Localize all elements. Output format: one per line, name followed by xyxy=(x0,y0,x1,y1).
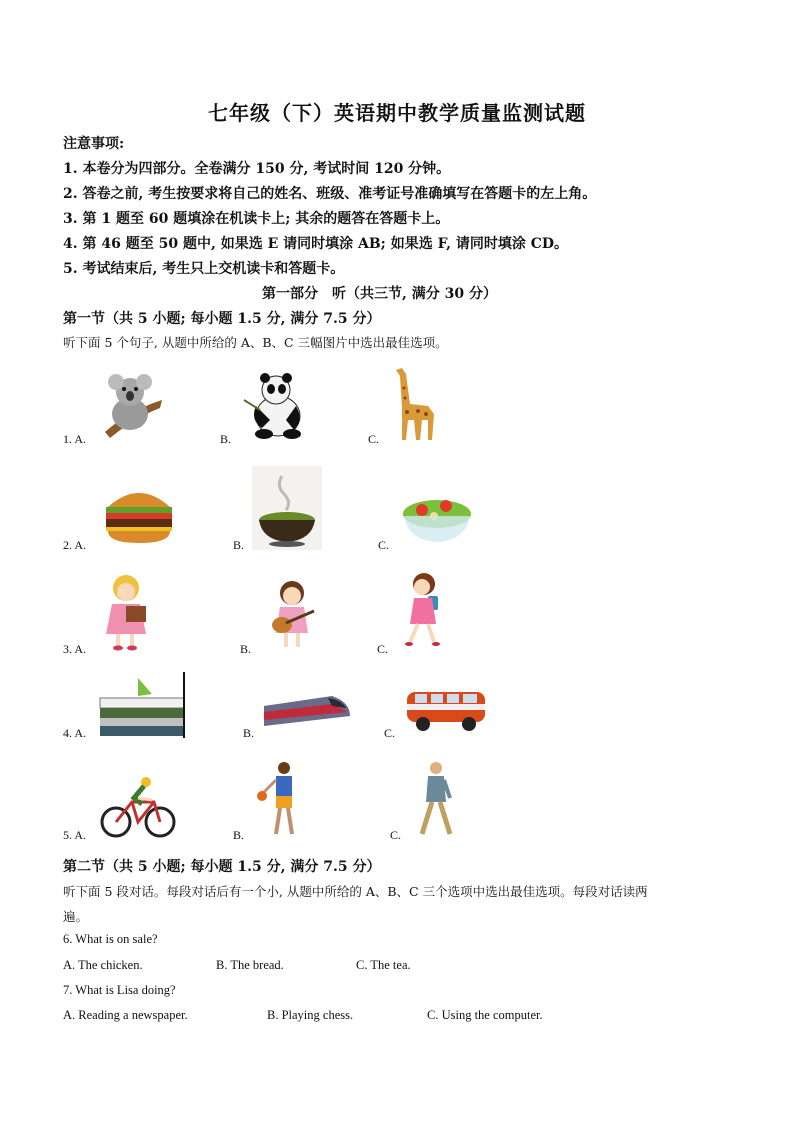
notice-item: 4. 第 46 题至 50 题中, 如果选 E 请同时填涂 AB; 如果选 F, 请同时填涂 CD。 xyxy=(63,236,569,252)
option-label: 1. A. xyxy=(63,432,87,446)
option-label: C. xyxy=(377,642,389,656)
question-text: 6. What is on sale? xyxy=(63,932,158,946)
section2-instruction-cont: 遍。 xyxy=(63,909,89,924)
page-title: 七年级（下）英语期中教学质量监测试题 xyxy=(208,101,586,125)
van-picture[interactable] xyxy=(403,682,489,736)
answer-option-a[interactable]: A. Reading a newspaper. xyxy=(63,1008,188,1022)
ship-picture[interactable] xyxy=(98,672,186,738)
notice-heading: 注意事项: xyxy=(63,136,125,152)
option-label: C. xyxy=(378,538,390,552)
section1-instruction: 听下面 5 个句子, 从题中所给的 A、B、C 三幅图片中选出最佳选项。 xyxy=(63,335,448,350)
answer-option-a[interactable]: A. The chicken. xyxy=(63,958,143,972)
salad-picture[interactable] xyxy=(398,488,476,548)
section2-heading: 第二节（共 5 小题; 每小题 1.5 分, 满分 7.5 分） xyxy=(63,859,381,875)
answer-option-c[interactable]: C. Using the computer. xyxy=(427,1008,543,1022)
question-text: 7. What is Lisa doing? xyxy=(63,983,176,997)
girl-walking-picture[interactable] xyxy=(398,570,450,652)
notice-item: 5. 考试结束后, 考生只上交机读卡和答题卡。 xyxy=(63,261,345,277)
answer-option-b[interactable]: B. The bread. xyxy=(216,958,284,972)
option-label: B. xyxy=(240,642,252,656)
hamburger-picture[interactable] xyxy=(100,477,178,549)
soup-picture[interactable] xyxy=(252,466,322,550)
option-label: B. xyxy=(233,828,245,842)
girl-reading-picture[interactable] xyxy=(100,570,156,652)
cyclist-picture[interactable] xyxy=(98,772,178,840)
notice-item: 2. 答卷之前, 考生按要求将自己的姓名、班级、准考证号准确填写在答题卡的左上角。 xyxy=(63,186,597,202)
option-label: B. xyxy=(220,432,232,446)
man-walking-picture[interactable] xyxy=(410,758,462,840)
koala-picture[interactable] xyxy=(100,370,166,444)
option-label: 5. A. xyxy=(63,828,87,842)
option-label: 4. A. xyxy=(63,726,87,740)
section1-heading: 第一节（共 5 小题; 每小题 1.5 分, 满分 7.5 分） xyxy=(63,311,381,327)
notice-item: 1. 本卷分为四部分。全卷满分 150 分, 考试时间 120 分钟。 xyxy=(63,161,451,177)
option-label: B. xyxy=(233,538,245,552)
option-label: B. xyxy=(243,726,255,740)
train-picture[interactable] xyxy=(262,682,352,736)
giraffe-picture[interactable] xyxy=(388,364,440,444)
notice-item: 3. 第 1 题至 60 题填涂在机读卡上; 其余的题答在答题卡上。 xyxy=(63,211,450,227)
answer-option-b[interactable]: B. Playing chess. xyxy=(267,1008,354,1022)
part1-heading: 第一部分 听（共三节, 满分 30 分） xyxy=(262,286,497,302)
option-label: C. xyxy=(384,726,396,740)
answer-option-c[interactable]: C. The tea. xyxy=(356,958,411,972)
panda-picture[interactable] xyxy=(240,370,310,442)
option-label: C. xyxy=(368,432,380,446)
option-label: 3. A. xyxy=(63,642,87,656)
option-label: C. xyxy=(390,828,402,842)
girl-guitar-picture[interactable] xyxy=(262,577,322,653)
section2-instruction: 听下面 5 段对话。每段对话后有一个小, 从题中所给的 A、B、C 三个选项中选出最佳选项。每段对话读两 xyxy=(63,884,648,899)
option-label: 2. A. xyxy=(63,538,87,552)
basketball-player-picture[interactable] xyxy=(252,758,314,840)
